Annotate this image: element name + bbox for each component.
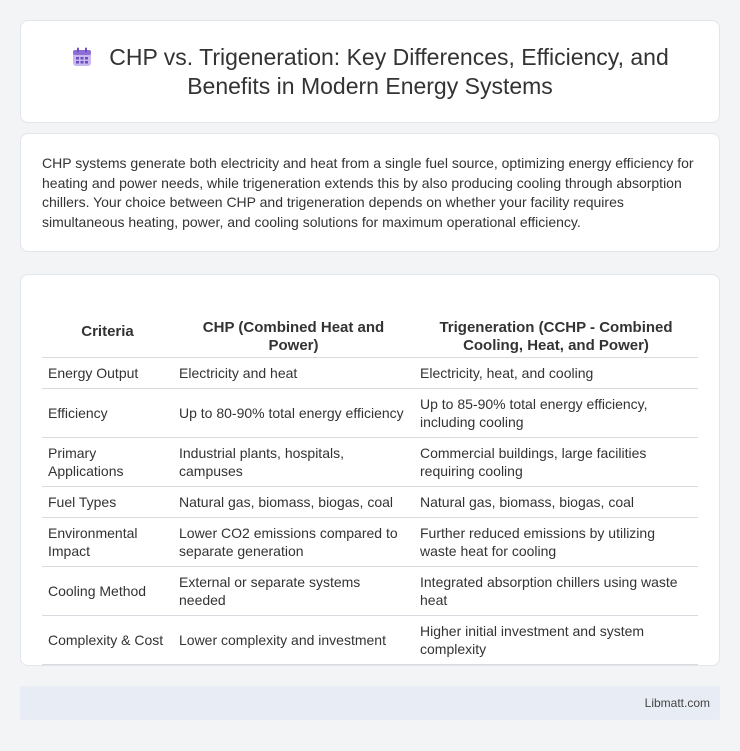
intro-card (20, 133, 720, 252)
chp-cell: Lower CO2 emissions compared to separate generation (173, 517, 414, 566)
table-row (42, 437, 698, 486)
comparison-table (42, 295, 698, 665)
criteria-cell: Primary Applications (42, 437, 173, 486)
title-line-2: Benefits in Modern Energy Systems (187, 73, 553, 99)
criteria-cell: Cooling Method (42, 566, 173, 615)
chp-cell: Industrial plants, hospitals, campuses (173, 437, 414, 486)
chp-cell: Up to 80-90% total energy efficiency (173, 388, 414, 437)
trigeneration-cell: Up to 85-90% total energy efficiency, including cooling (414, 388, 698, 437)
table-row (42, 615, 698, 664)
trigeneration-cell: Natural gas, biomass, biogas, coal (414, 486, 698, 517)
footer (20, 686, 720, 720)
intro-paragraph: CHP systems generate both electricity and heat from a single fuel source, optimizing energy efficiency for heating and power needs, while trigeneration extends this by also producing cooling through absorption chillers. Your choice between CHP and trigeneration depends on whether your facility requires simultaneous heating, power, and cooling solutions for maximum operational efficiency. (42, 155, 694, 230)
table-header-row (42, 295, 698, 357)
trigeneration-cell: Commercial buildings, large facilities requiring cooling (414, 437, 698, 486)
header-criteria: Criteria (42, 295, 173, 357)
criteria-cell: Fuel Types (42, 486, 173, 517)
footer-brand: Libmatt.com (644, 696, 710, 710)
header-chp: CHP (Combined Heat and Power) (173, 295, 414, 357)
criteria-cell: Complexity & Cost (42, 615, 173, 664)
table-row (42, 566, 698, 615)
trigeneration-cell: Electricity, heat, and cooling (414, 357, 698, 388)
title-line-1: CHP vs. Trigeneration: Key Differences, Efficiency, and (109, 44, 669, 70)
table-row (42, 388, 698, 437)
criteria-cell: Energy Output (42, 357, 173, 388)
chp-cell: Lower complexity and investment (173, 615, 414, 664)
chp-cell: Natural gas, biomass, biogas, coal (173, 486, 414, 517)
trigeneration-cell: Higher initial investment and system complexity (414, 615, 698, 664)
comparison-card (20, 274, 720, 666)
criteria-cell: Environmental Impact (42, 517, 173, 566)
criteria-cell: Efficiency (42, 388, 173, 437)
header-trigeneration: Trigeneration (CCHP - Combined Cooling, Heat, and Power) (414, 295, 698, 357)
trigeneration-cell: Integrated absorption chillers using waste heat (414, 566, 698, 615)
table-row (42, 517, 698, 566)
trigeneration-cell: Further reduced emissions by utilizing waste heat for cooling (414, 517, 698, 566)
table-row (42, 357, 698, 388)
table-row (42, 486, 698, 517)
calendar-icon (71, 46, 93, 68)
page-title (21, 43, 719, 101)
chp-cell: Electricity and heat (173, 357, 414, 388)
chp-cell: External or separate systems needed (173, 566, 414, 615)
title-card (20, 20, 720, 123)
